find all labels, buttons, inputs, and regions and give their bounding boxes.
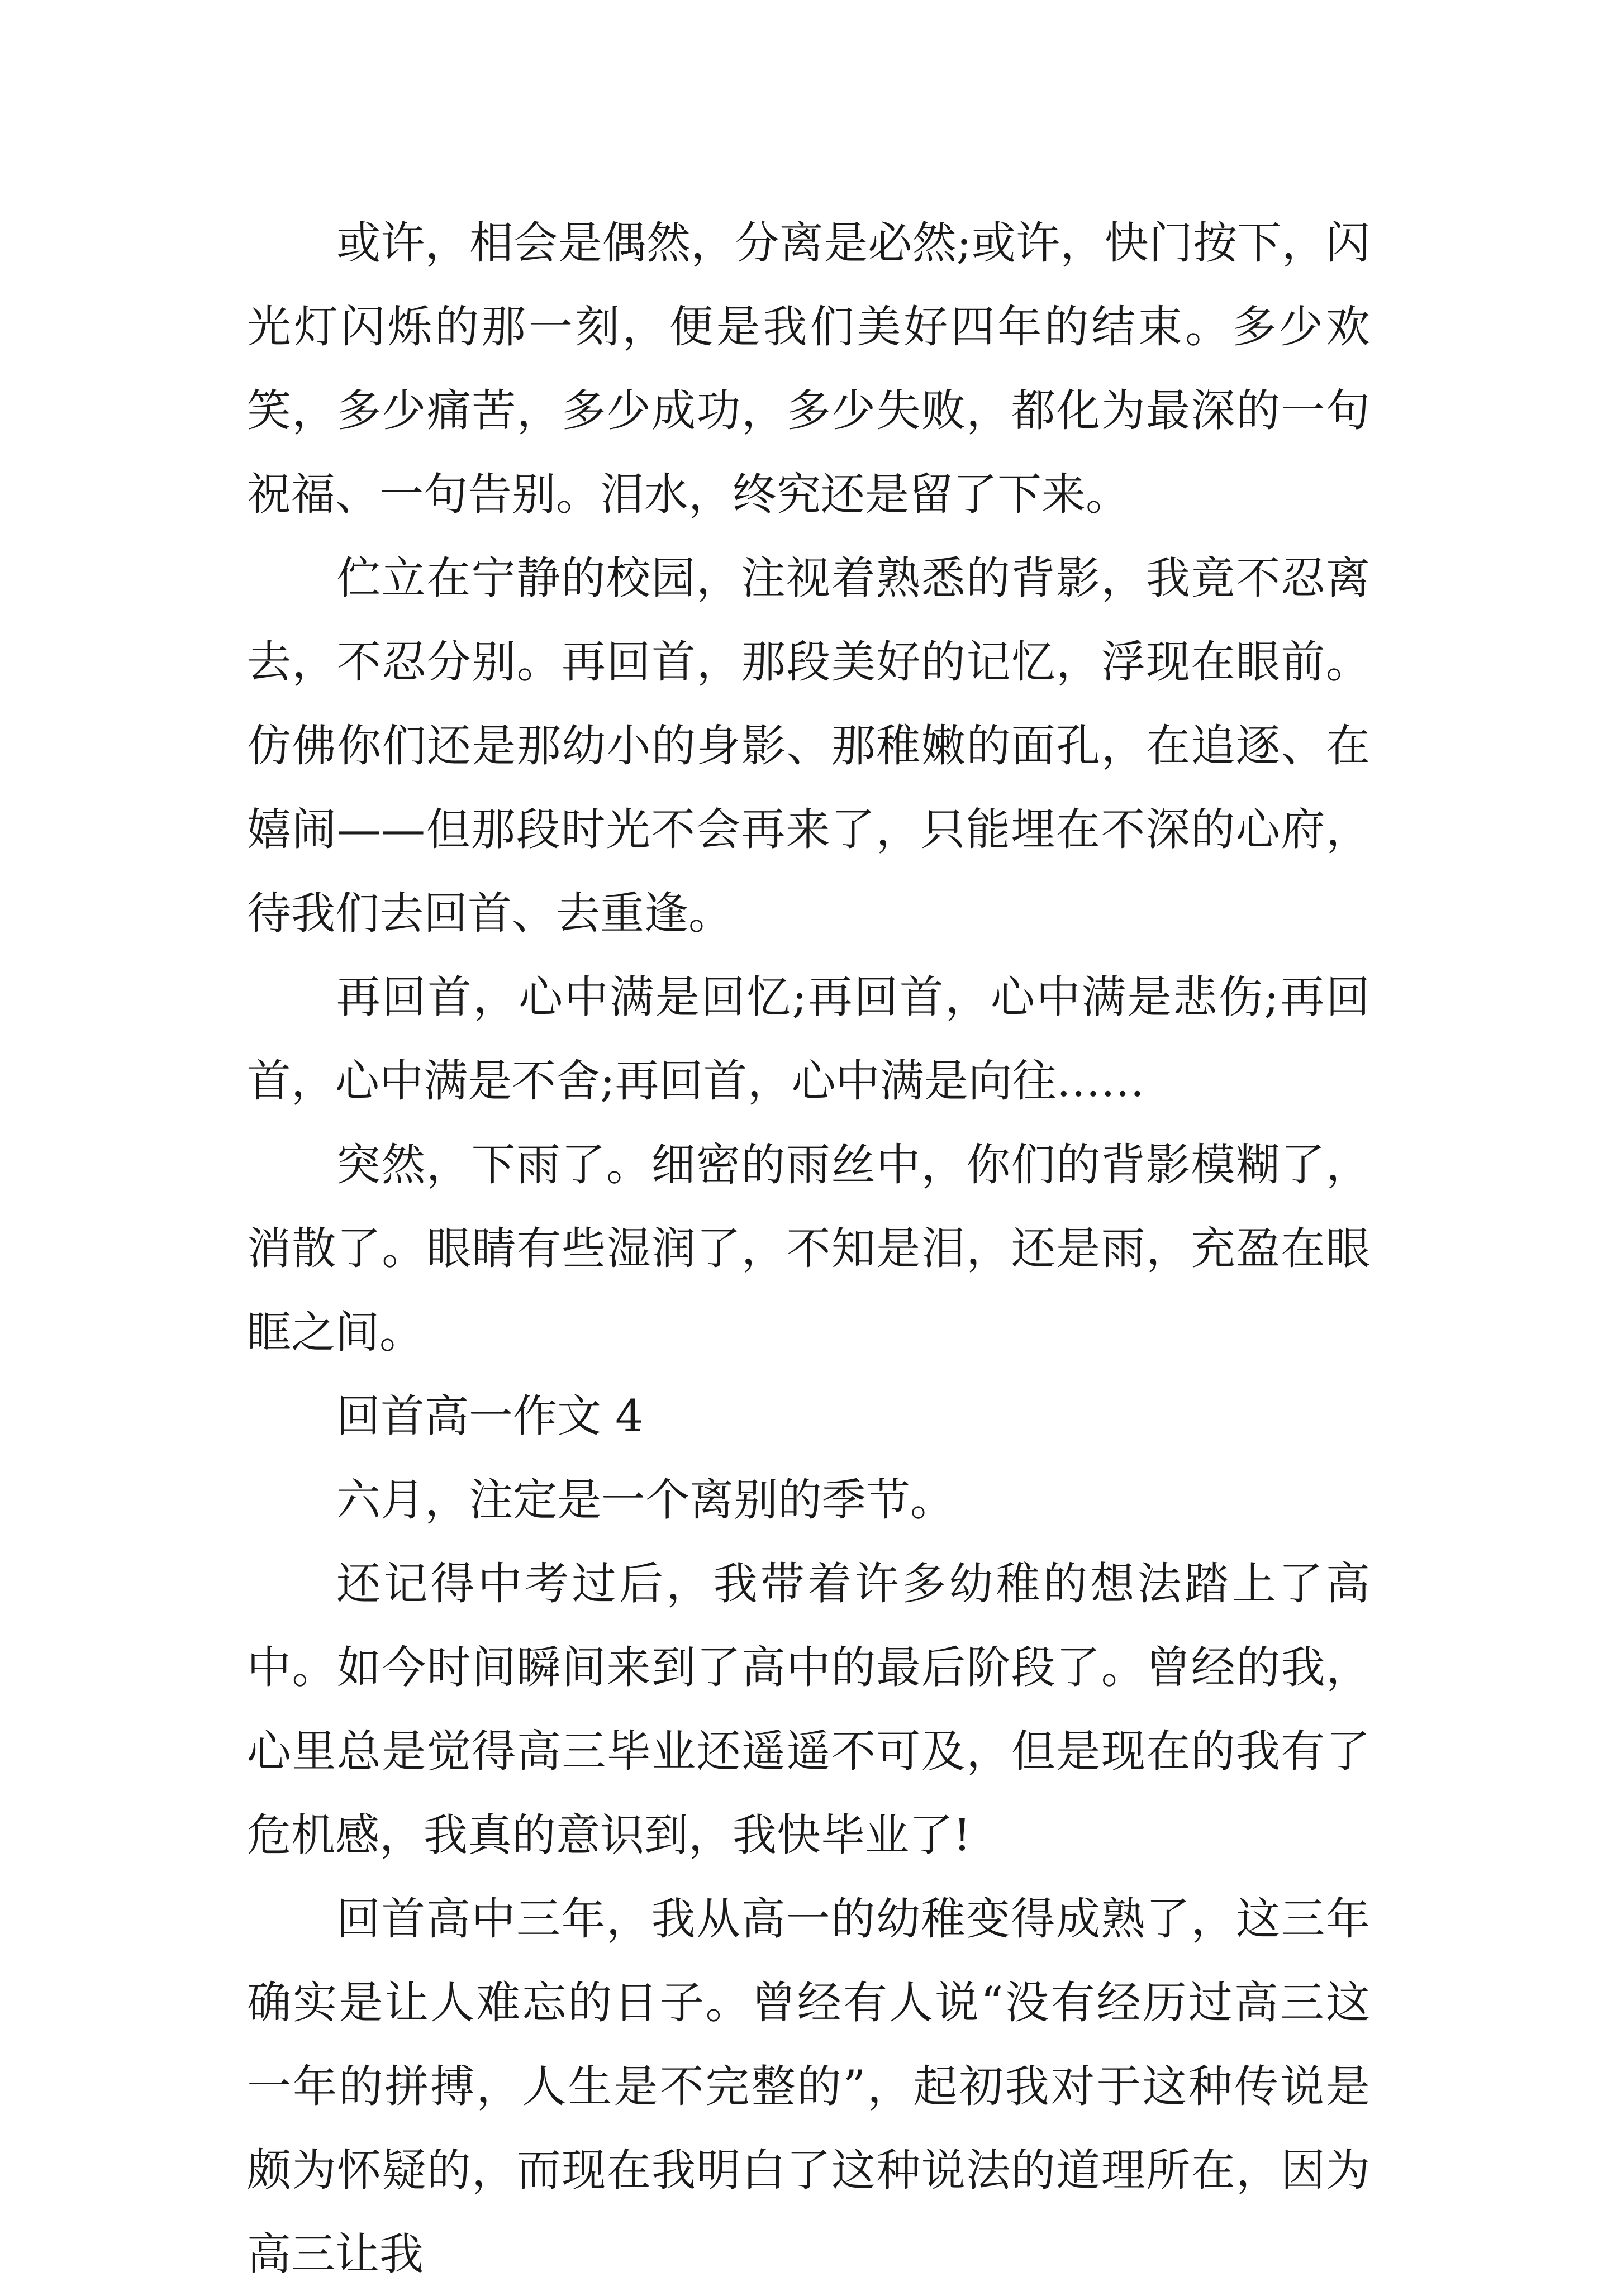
paragraph: 六月，注定是一个离别的季节。 bbox=[336, 1474, 954, 1526]
paragraph: 再回首，心中满是回忆;再回首，心中满是悲伤;再回首，心中满是不舍;再回首，心中满是向往…… bbox=[247, 971, 1370, 1107]
paragraph: 还记得中考过后，我带着许多幼稚的想法踏上了高中。如今时间瞬间来到了高中的最后阶段了。曾经的我，心里总是觉得高三毕业还遥遥不可及，但是现在的我有了危机感，我真的意识到，我快毕业了! bbox=[247, 1558, 1370, 1861]
section-heading: 回首高一作文 4 bbox=[336, 1390, 644, 1442]
paragraph: 回首高中三年，我从高一的幼稚变得成熟了，这三年确实是让人难忘的日子。曾经有人说“没有经历过高三这一年的拼搏，人生是不完整的”，起初我对于这种传说是颇为怀疑的，而现在我明白了这种说法的道理所在，因为高三让我 bbox=[247, 1893, 1370, 2280]
paragraph: 或许，相会是偶然，分离是必然;或许，快门按下，闪光灯闪烁的那一刻，便是我们美好四年的结束。多少欢笑，多少痛苦，多少成功，多少失败，都化为最深的一句祝福、一句告别。泪水，终究还是留了下来。 bbox=[247, 217, 1370, 520]
paragraph: 伫立在宁静的校园，注视着熟悉的背影，我竟不忍离去，不忍分别。再回首，那段美好的记忆，浮现在眼前。仿佛你们还是那幼小的身影、那稚嫩的面孔，在追逐、在嬉闹——但那段时光不会再来了，只能埋在不深的心府，待我们去回首、去重逢。 bbox=[247, 552, 1370, 939]
paragraph: 突然，下雨了。细密的雨丝中，你们的背影模糊了，消散了。眼睛有些湿润了，不知是泪，还是雨，充盈在眼眶之间。 bbox=[247, 1139, 1370, 1358]
document-body bbox=[247, 201, 1370, 2296]
